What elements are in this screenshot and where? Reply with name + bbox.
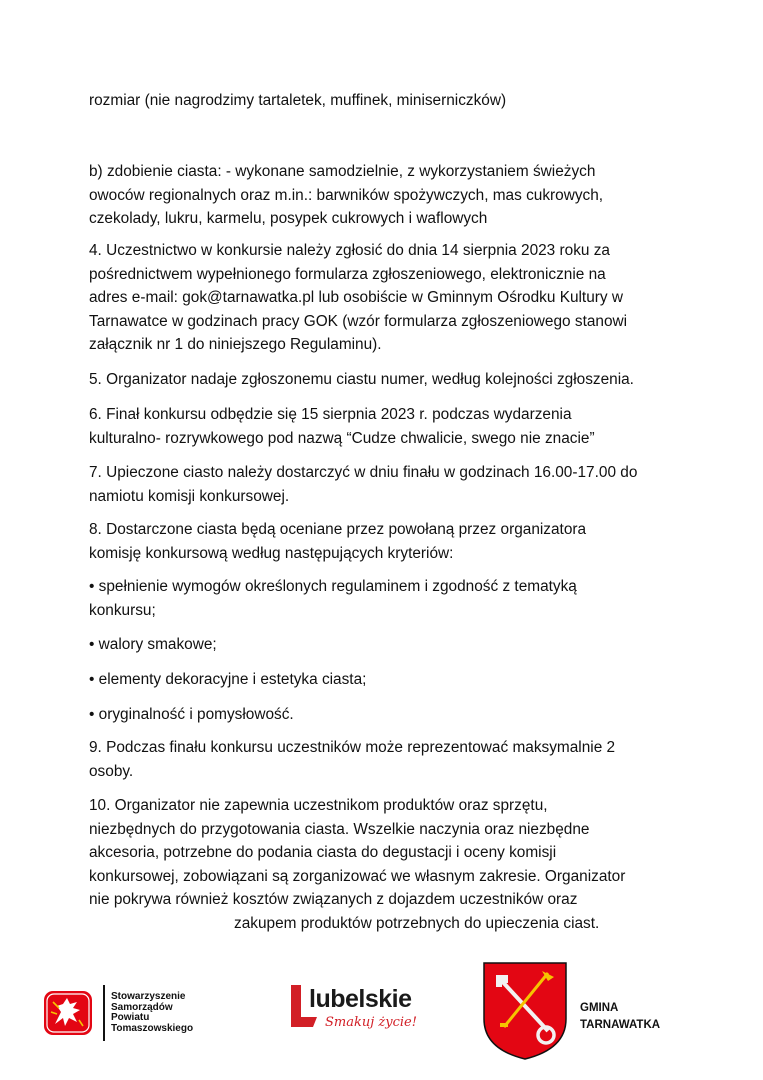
paragraph-8-criteria: 8. Dostarczone ciasta będą oceniane przez powołaną przez organizatora komisję konkursową według następujących kryteriów:: [89, 521, 587, 562]
gmina-name: GMINA TARNAWATKA: [580, 1002, 661, 1031]
paragraph-4-registration: 4. Uczestnictwo w konkursie należy zgłosić do dnia 14 sierpnia 2023 roku za pośrednictwem wypełnionego formularza zgłoszeniowego, elektronicznie na adres e-mail: gok@tarnawatka.pl lub osobiście w Gminnym Ośrodku Kultury w Tarnawatce w godzinach pracy GOK (wzór formularza zgłoszeniowego stanowi załącznik nr 1 do niniejszego Regulaminu).: [89, 242, 628, 353]
paragraph-decoration: b) zdobienie ciasta: - wykonane samodzielnie, z wykorzystaniem świeżych owoców regionalnych oraz m.in.: barwników spożywczych, mas cukrowych, czekolady, lukru, karmelu, posypek cukrowych i waflowych: [89, 163, 604, 227]
lubelskie-logo: lubelskie Smakuj życie!: [287, 983, 422, 1043]
criterion-requirements: • spełnienie wymogów określonych regulaminem i zgodność z tematyką konkursu;: [89, 578, 577, 619]
paragraph-7-delivery: 7. Upieczone ciasto należy dostarczyć w dniu finału w godzinach 16.00-17.00 do namiotu komisji konkursowej.: [89, 464, 638, 505]
criterion-taste: • walory smakowe;: [89, 636, 217, 653]
paragraph-10-equipment: 10. Organizator nie zapewnia uczestnikom produktów oraz sprzętu, niezbędnych do przygotowania ciasta. Wszelkie naczynia oraz niezbędne akcesoria, potrzebne do podania ciasta do degustacji i oceny komisji konkursowej, zobowiązani są zorganizować we własnym zakresie. Organizator nie pokrywa również kosztów związanych z dojazdem uczestników oraz zakupem produktów potrzebnych do upieczenia ciast.: [89, 797, 626, 932]
criterion-decoration: • elementy dekoracyjne i estetyka ciasta;: [89, 671, 367, 688]
stowarzyszenie-logo: [43, 985, 243, 1045]
stowarzyszenie-name: Stowarzyszenie Samorządów Powiatu Tomaszowskiego: [111, 991, 194, 1034]
footer-logos: [0, 955, 763, 1065]
paragraph-6-final: 6. Finał konkursu odbędzie się 15 sierpnia 2023 r. podczas wydarzenia kulturalno- rozrywkowego pod nazwą “Cudze chwalicie, swego nie znacie”: [89, 406, 595, 447]
paragraph-size: rozmiar (nie nagrodzimy tartaletek, muffinek, miniserniczków): [89, 92, 507, 109]
criterion-originality: • oryginalność i pomysłowość.: [89, 706, 294, 723]
griffin-emblem-icon: [43, 990, 93, 1036]
coat-of-arms-icon: [482, 961, 568, 1061]
logo-divider: [103, 985, 105, 1041]
paragraph-9-representation: 9. Podczas finału konkursu uczestników może reprezentować maksymalnie 2 osoby.: [89, 739, 616, 780]
paragraph-5-numbering: 5. Organizator nadaje zgłoszonemu ciastu numer, według kolejności zgłoszenia.: [89, 371, 634, 388]
